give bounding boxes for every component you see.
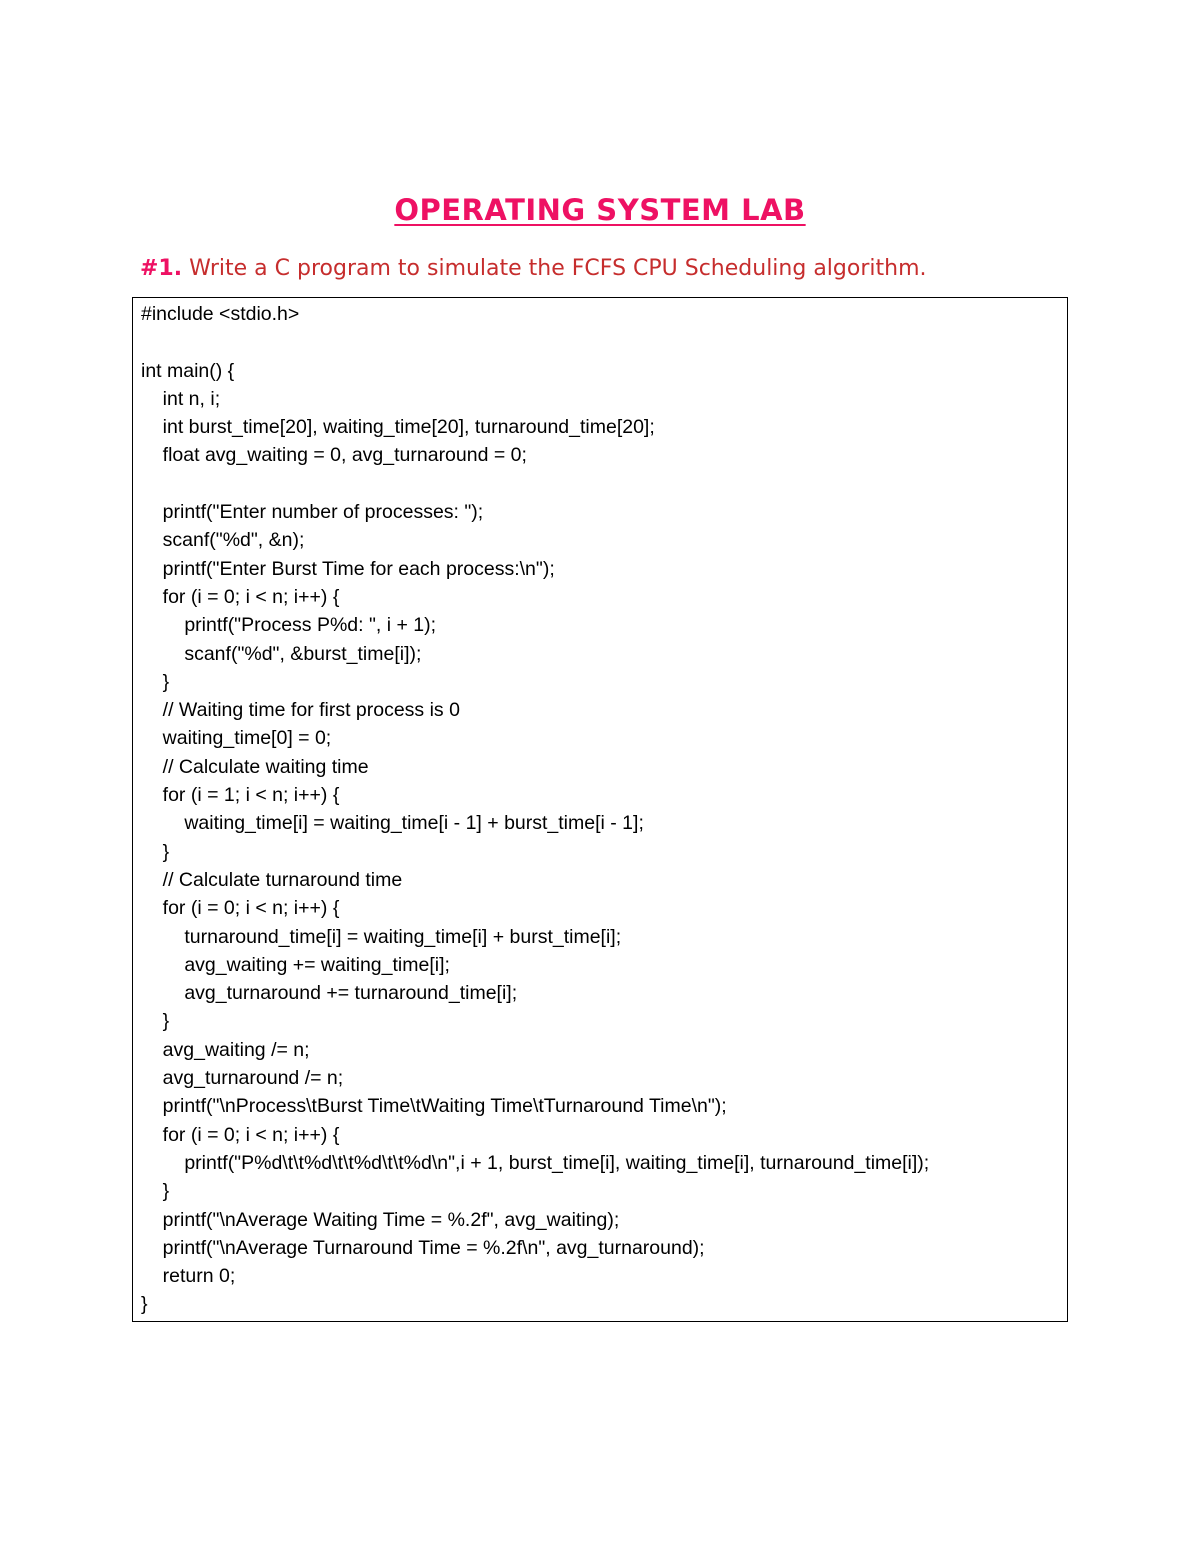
code-line: for (i = 0; i < n; i++) {	[141, 897, 340, 920]
code-box	[132, 297, 1068, 1322]
code-line: for (i = 0; i < n; i++) {	[141, 585, 340, 608]
code-line: return 0;	[141, 1265, 236, 1288]
code-line: avg_waiting /= n;	[141, 1038, 310, 1061]
code-line: waiting_time[0] = 0;	[141, 727, 332, 750]
code-listing	[141, 300, 929, 1319]
code-line: printf("Process P%d: ", i + 1);	[141, 614, 437, 637]
code-line: // Calculate waiting time	[141, 755, 369, 778]
code-line: for (i = 1; i < n; i++) {	[141, 784, 340, 807]
code-line: printf("\nProcess\tBurst Time\tWaiting Time\tTurnaround Time\n");	[141, 1095, 727, 1118]
code-line: waiting_time[i] = waiting_time[i - 1] + burst_time[i - 1];	[141, 812, 644, 835]
code-line: int n, i;	[141, 387, 221, 410]
code-line: printf("\nAverage Waiting Time = %.2f", avg_waiting);	[141, 1208, 620, 1231]
code-line: printf("Enter number of processes: ");	[141, 501, 484, 524]
code-line: #include <stdio.h>	[141, 303, 300, 325]
code-line: float avg_waiting = 0, avg_turnaround = 0;	[141, 444, 527, 467]
code-line: // Waiting time for first process is 0	[141, 699, 460, 722]
code-line: avg_waiting += waiting_time[i];	[141, 953, 450, 976]
code-line: }	[141, 840, 170, 863]
code-line: printf("\nAverage Turnaround Time = %.2f\n", avg_turnaround);	[141, 1236, 705, 1259]
code-line: }	[141, 1180, 170, 1203]
question-text: Write a C program to simulate the FCFS CPU Scheduling algorithm.	[182, 256, 927, 281]
code-line: }	[141, 670, 170, 693]
question-number: #1.	[140, 256, 183, 281]
code-line: }	[141, 1010, 170, 1033]
code-line: printf("Enter Burst Time for each process:\n");	[141, 557, 555, 580]
code-line: }	[141, 1293, 148, 1316]
code-line: printf("P%d\t\t%d\t\t%d\t\t%d\n",i + 1, burst_time[i], waiting_time[i], turnaround_time[i]);	[141, 1151, 930, 1174]
code-line: avg_turnaround /= n;	[141, 1067, 344, 1090]
page-title: OPERATING SYSTEM LAB	[394, 193, 806, 227]
code-line: int main() {	[141, 359, 235, 382]
code-line: turnaround_time[i] = waiting_time[i] + burst_time[i];	[141, 925, 622, 948]
code-line: for (i = 0; i < n; i++) {	[141, 1123, 340, 1146]
code-line	[141, 328, 929, 356]
code-line: scanf("%d", &burst_time[i]);	[141, 642, 422, 665]
code-line: scanf("%d", &n);	[141, 529, 305, 552]
code-line: avg_turnaround += turnaround_time[i];	[141, 982, 518, 1005]
code-line: // Calculate turnaround time	[141, 868, 403, 891]
code-line: int burst_time[20], waiting_time[20], turnaround_time[20];	[141, 416, 655, 439]
question-heading	[140, 252, 927, 286]
code-line	[141, 470, 929, 498]
